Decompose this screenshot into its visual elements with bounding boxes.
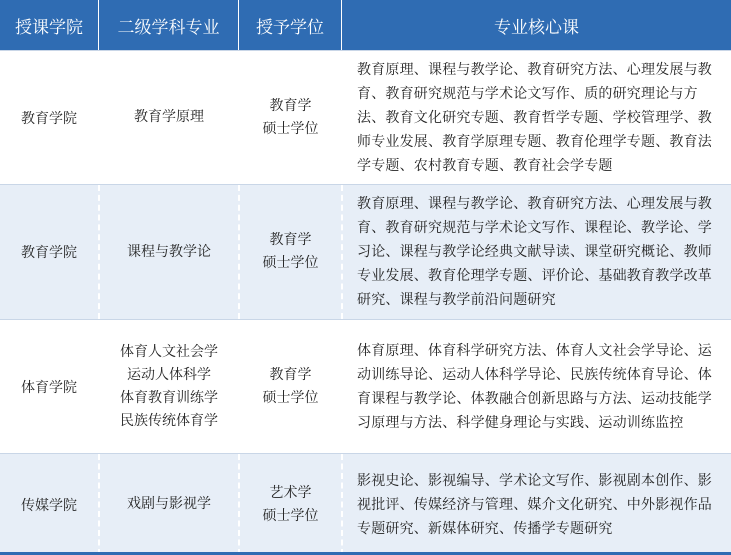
degree-cell [238,185,341,319]
header-degree: 授予学位 [238,0,341,50]
courses-text: 影视史论、影视编导、学术论文写作、影视剧本创作、影视批评、传媒经济与管理、媒介文化研究、中外影视作品专题研究、新媒体研究、传播学专题研究 [357,472,712,537]
header-major: 二级学科专业 [98,0,238,50]
degree-cell [238,320,341,453]
degree-level: 硕士学位 [262,255,319,271]
courses-text: 教育原理、课程与教学论、教育研究方法、心理发展与教育、教育研究规范与学术论文写作、质的研究理论与方法、教育文化研究专题、教育哲学专题、学校管理学、教师专业发展、教育学原理专题、教育伦理学专题、教育法学专题、农村教育专题、教育社会学专题 [357,61,712,174]
table-row [0,50,731,185]
major-name: 戏剧与影视学 [127,496,211,512]
major-name: 课程与教学论 [127,243,211,260]
courses-cell [341,51,731,184]
table-header [0,0,731,50]
degree-level: 硕士学位 [262,389,319,406]
degree-field: 教育学 [269,232,312,248]
major-cell [98,51,238,184]
degree-level: 硕士学位 [262,507,319,524]
degree-field: 教育学 [269,97,312,114]
table-row [0,185,731,319]
degree-field: 艺术学 [269,484,312,501]
degree-cell [238,51,341,184]
major-cell [98,185,238,319]
major-name: 运动人体科学 [127,366,211,383]
table-row [0,454,731,555]
degree-level: 硕士学位 [262,120,319,137]
header-college: 授课学院 [15,17,83,38]
major-name: 教育学原理 [134,109,204,125]
degree-field: 教育学 [269,366,312,383]
major-name: 体育教育训练学 [120,389,218,406]
college-cell: 教育学院 [21,245,77,261]
courses-cell [341,320,731,453]
courses-cell [341,185,731,319]
degree-cell [238,454,341,555]
college-cell: 传媒学院 [21,497,77,514]
table-row [0,319,731,454]
header-core-courses: 专业核心课 [341,0,731,50]
major-name: 民族传统体育学 [120,412,218,429]
college-cell: 教育学院 [21,110,77,127]
courses-cell [341,454,731,555]
major-cell [98,320,238,453]
major-name: 体育人文社会学 [120,343,218,360]
college-cell: 体育学院 [21,379,77,396]
major-cell [98,454,238,555]
courses-text: 体育原理、体育科学研究方法、体育人文社会学导论、运动训练导论、运动人体科学导论、民族传统体育导论、体育课程与教学论、体教融合创新思路与方法、运动技能学习原理与方法、科学健身理论与实践、运动训练监控 [357,342,712,431]
courses-text: 教育原理、课程与教学论、教育研究方法、心理发展与教育、教育研究规范与学术论文写作、课程论、教学论、学习论、课程与教学论经典文献导读、课堂研究概论、教师专业发展、教育伦理学专题、评价论、基础教育教学改革研究、课程与教学前沿问题研究 [357,196,712,308]
